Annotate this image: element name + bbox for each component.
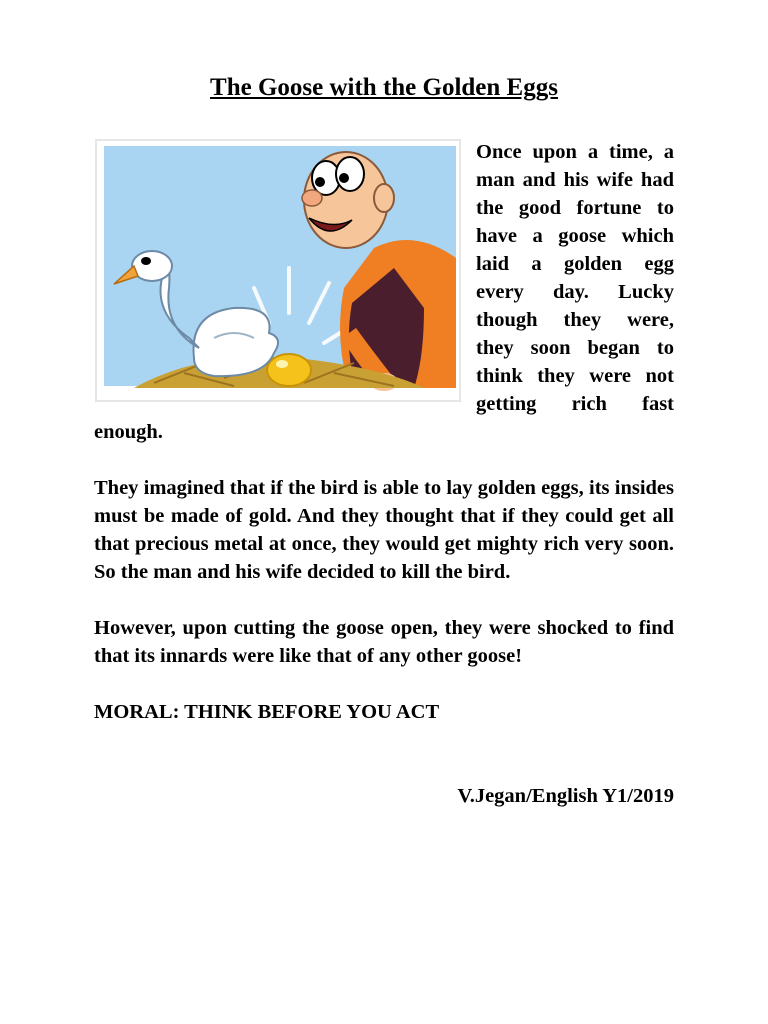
goose-eye xyxy=(141,257,151,265)
document-page xyxy=(94,72,674,810)
story-illustration xyxy=(94,138,462,403)
moral-line: MORAL: THINK BEFORE YOU ACT xyxy=(94,701,440,723)
paragraph-1-text: Once upon a time, a man and his wife had the good fortune to have a goose which laid a golden egg every day. Lucky though they were, they soon began to think they were not getting rich fast enough. xyxy=(94,141,674,443)
paragraph-3: However, upon cutting the goose open, they were shocked to find that its innards were like that of any other goose! xyxy=(94,617,674,667)
paragraph-2: They imagined that if the bird is able to lay golden eggs, its insides must be made of gold. And they thought that if they could get all that precious metal at once, they would get mighty rich very soon. So the man and his wife decided to kill the bird. xyxy=(94,477,674,583)
goose-body xyxy=(194,308,279,376)
story-body xyxy=(94,138,674,670)
golden-egg xyxy=(267,354,311,386)
goose-and-man-illustration xyxy=(94,138,462,403)
man-ear xyxy=(374,184,394,212)
document-title: The Goose with the Golden Eggs xyxy=(210,74,558,101)
man-eye-right xyxy=(336,157,364,191)
author-line: V.Jegan/English Y1/2019 xyxy=(457,785,674,807)
paragraph-1 xyxy=(94,138,674,446)
